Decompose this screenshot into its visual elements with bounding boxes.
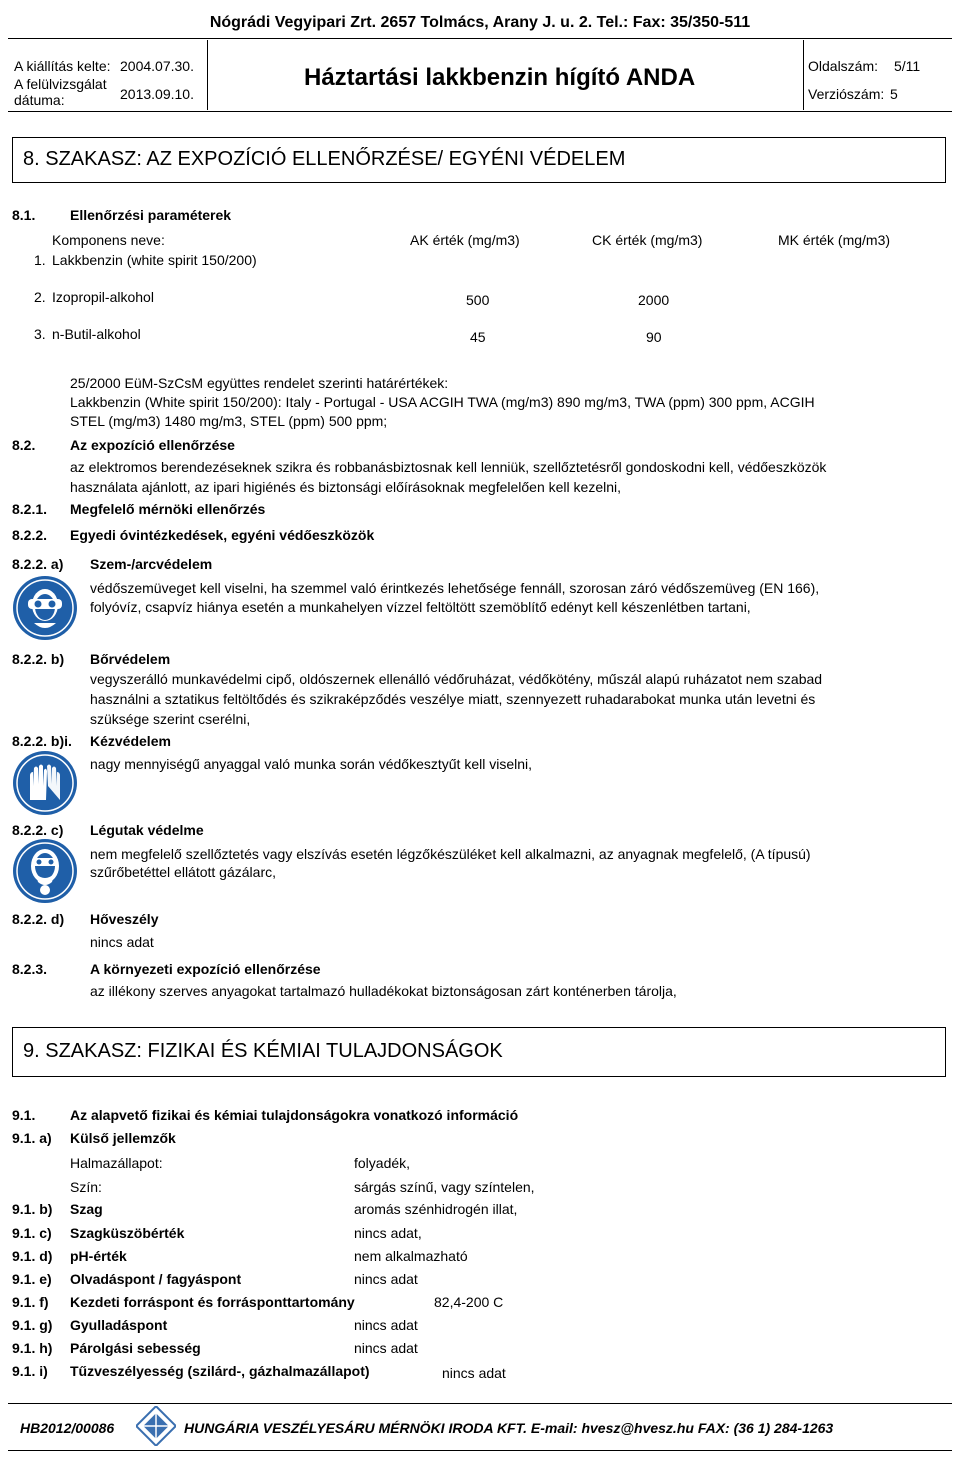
property-value: nincs adat: [354, 1271, 418, 1287]
footer-rule-bottom: [8, 1450, 952, 1451]
property-number: 9.1. g): [12, 1317, 53, 1333]
thermal-hazard-value: nincs adat: [90, 934, 154, 950]
document-title: Háztartási lakkbenzin hígító ANDA: [304, 64, 696, 91]
s82-line-2: használata ajánlott, az ipari higiénés és biztonsági előírásoknak megfelelően kell kezelni,: [70, 479, 621, 495]
footer-rule: [8, 1403, 952, 1404]
eye-protection-number: 8.2.2. a): [12, 556, 64, 572]
table-row-ak: 500: [466, 292, 490, 308]
version-label: Verziószám:: [808, 86, 885, 102]
property-value: 82,4-200 C: [434, 1294, 504, 1310]
header-rule-bottom: [8, 111, 952, 112]
table-row-ck: 90: [646, 329, 662, 345]
revision-date: 2013.09.10.: [120, 86, 194, 102]
s82-title: Az expozíció ellenőrzése: [70, 437, 235, 453]
skin-protection-line-1: vegyszerálló munkavédelmi cipő, oldószernek ellenálló védőruházat, védőkötény, műszál alapú ruházatot nem szabad: [90, 671, 823, 687]
s822-title: Egyedi óvintézkedések, egyéni védőeszközök: [70, 527, 375, 543]
company-logo-icon: [136, 1406, 176, 1446]
color-label: Szín:: [70, 1179, 102, 1195]
limits-line-2: Lakkbenzin (White spirit 150/200): Italy - Portugal - USA ACGIH TWA (mg/m3) 890 mg/m3, TWA (ppm) 300 ppm, ACGIH: [70, 394, 815, 410]
property-label: Párolgási sebesség: [70, 1340, 201, 1356]
respiratory-title: Légutak védelme: [90, 822, 204, 838]
property-label: Tűzveszélyesség (szilárd-, gázhalmazállapot): [70, 1363, 370, 1379]
state-value: folyadék,: [354, 1155, 411, 1171]
property-label: Olvadáspont / fagyáspont: [70, 1271, 242, 1287]
table-header-ck: CK érték (mg/m3): [592, 232, 703, 248]
property-number: 9.1. c): [12, 1225, 52, 1241]
property-number: 9.1. d): [12, 1248, 53, 1264]
table-header-mk: MK érték (mg/m3): [778, 232, 891, 248]
property-value: nincs adat: [354, 1317, 418, 1333]
footer-code: HB2012/00086: [20, 1420, 115, 1436]
table-row-ck: 2000: [638, 292, 670, 308]
s82-line-1: az elektromos berendezéseknek szikra és robbanásbiztosnak kell lenniük, szellőztetésről gondoskodni kell, védőeszközök: [70, 459, 827, 475]
limits-line-3: STEL (mg/m3) 1480 mg/m3, STEL (ppm) 500 ppm;: [70, 413, 388, 429]
respiratory-line-2: szűrőbetéttel ellátott gázálarc,: [90, 864, 276, 880]
property-number: 9.1. f): [12, 1294, 49, 1310]
respiratory-number: 8.2.2. c): [12, 822, 64, 838]
s81-title: Ellenőrzési paraméterek: [70, 207, 232, 223]
property-value: nem alkalmazható: [354, 1248, 468, 1264]
eye-protection-line-1: védőszemüveget kell viselni, ha szemmel való érintkezés lehetősége fennáll, szorosan záró védőszemüveg (EN 166),: [90, 580, 820, 596]
s82-number: 8.2.: [12, 437, 36, 453]
page-label: Oldalszám:: [808, 58, 879, 74]
property-value: nincs adat: [354, 1340, 418, 1356]
table-header-ak: AK érték (mg/m3): [410, 232, 520, 248]
property-number: 9.1. i): [12, 1363, 48, 1379]
skin-protection-line-2: használni a sztatikus feltöltődés és szikraképződés veszélye miatt, szennyezett ruhadarabokat munka után levetni és: [90, 691, 816, 707]
table-row-name: n-Butil-alkohol: [52, 326, 141, 342]
header-rule-top: [8, 38, 952, 39]
property-number: 9.1. e): [12, 1271, 52, 1287]
table-row-num: 2.: [34, 289, 46, 305]
header-divider-left: [207, 40, 208, 110]
gloves-icon: [12, 750, 78, 816]
hand-protection-line-1: nagy mennyiségű anyaggal való munka során védőkesztyűt kell viselni,: [90, 756, 533, 772]
issue-label: A kiállítás kelte:: [14, 58, 111, 74]
s823-line-1: az illékony szerves anyagokat tartalmazó hulladékokat biztonságosan zárt konténerben tárolja,: [90, 983, 677, 999]
section8-title: 8. SZAKASZ: AZ EXPOZÍCIÓ ELLENŐRZÉSE/ EGYÉNI VÉDELEM: [23, 148, 626, 170]
property-label: Szag: [70, 1201, 103, 1217]
header-divider-right: [803, 40, 804, 110]
revision-label-2: dátuma:: [14, 92, 65, 108]
table-row-name: Izopropil-alkohol: [52, 289, 154, 305]
table-row-ak: 45: [470, 329, 486, 345]
page-value: 5/11: [894, 58, 921, 74]
property-label: Gyulladáspont: [70, 1317, 168, 1333]
s822-number: 8.2.2.: [12, 527, 48, 543]
color-value: sárgás színű, vagy színtelen,: [354, 1179, 535, 1195]
s81-number: 8.1.: [12, 207, 36, 223]
hand-protection-title: Kézvédelem: [90, 733, 171, 749]
table-row-num: 1.: [34, 252, 46, 268]
s821-title: Megfelelő mérnöki ellenőrzés: [70, 501, 266, 517]
s91-title: Az alapvető fizikai és kémiai tulajdonságokra vonatkozó információ: [70, 1107, 519, 1123]
thermal-hazard-title: Hőveszély: [90, 911, 159, 927]
section9-header-box: [12, 1027, 946, 1077]
thermal-hazard-number: 8.2.2. d): [12, 911, 65, 927]
s91a-title: Külső jellemzők: [70, 1130, 176, 1146]
hand-protection-number: 8.2.2. b)i.: [12, 733, 72, 749]
table-header-component: Komponens neve:: [52, 232, 165, 248]
property-value: nincs adat: [442, 1365, 506, 1381]
issue-date: 2004.07.30.: [120, 58, 194, 74]
s91a-number: 9.1. a): [12, 1130, 52, 1146]
skin-protection-number: 8.2.2. b): [12, 651, 65, 667]
property-label: pH-érték: [70, 1248, 127, 1264]
property-number: 9.1. h): [12, 1340, 53, 1356]
limits-line-1: 25/2000 EüM-SzCsM együttes rendelet szerinti határértékek:: [70, 375, 449, 391]
state-label: Halmazállapot:: [70, 1155, 163, 1171]
property-label: Szagküszöbérték: [70, 1225, 185, 1241]
s91-number: 9.1.: [12, 1107, 36, 1123]
company-header: Nógrádi Vegyipari Zrt. 2657 Tolmács, Arany J. u. 2. Tel.: Fax: 35/350-511: [209, 14, 751, 31]
footer-text: HUNGÁRIA VESZÉLYESÁRU MÉRNÖKI IRODA KFT. E-mail: hvesz@hvesz.hu FAX: (36 1) 284-1263: [184, 1420, 834, 1436]
s823-number: 8.2.3.: [12, 961, 48, 977]
property-value: nincs adat,: [354, 1225, 422, 1241]
table-row-name: Lakkbenzin (white spirit 150/200): [52, 252, 257, 268]
property-value: aromás szénhidrogén illat,: [354, 1201, 518, 1217]
skin-protection-line-3: szüksége szerint cserélni,: [90, 711, 251, 727]
skin-protection-title: Bőrvédelem: [90, 651, 171, 667]
version-value: 5: [890, 86, 898, 102]
property-label: Kezdeti forráspont és forrásponttartomány: [70, 1294, 355, 1310]
section8-header-box: [12, 137, 946, 183]
section9-title: 9. SZAKASZ: FIZIKAI ÉS KÉMIAI TULAJDONSÁGOK: [23, 1040, 503, 1062]
revision-label: A felülvizsgálat: [14, 76, 107, 92]
respirator-icon: [12, 838, 78, 904]
s823-title: A környezeti expozíció ellenőrzése: [90, 961, 321, 977]
eye-protection-line-2: folyóvíz, csapvíz hiánya esetén a munkahelyen vízzel feltöltött szemöblítő edényt kell készenlétben tartani,: [90, 599, 751, 615]
table-row-num: 3.: [34, 326, 46, 342]
respiratory-line-1: nem megfelelő szellőztetés vagy elszívás esetén légzőkészüléket kell alkalmazni, az anyagnak megfelelő, (A típusú): [90, 846, 811, 862]
safety-goggles-icon: [12, 575, 78, 641]
property-number: 9.1. b): [12, 1201, 53, 1217]
s821-number: 8.2.1.: [12, 501, 48, 517]
eye-protection-title: Szem-/arcvédelem: [90, 556, 213, 572]
